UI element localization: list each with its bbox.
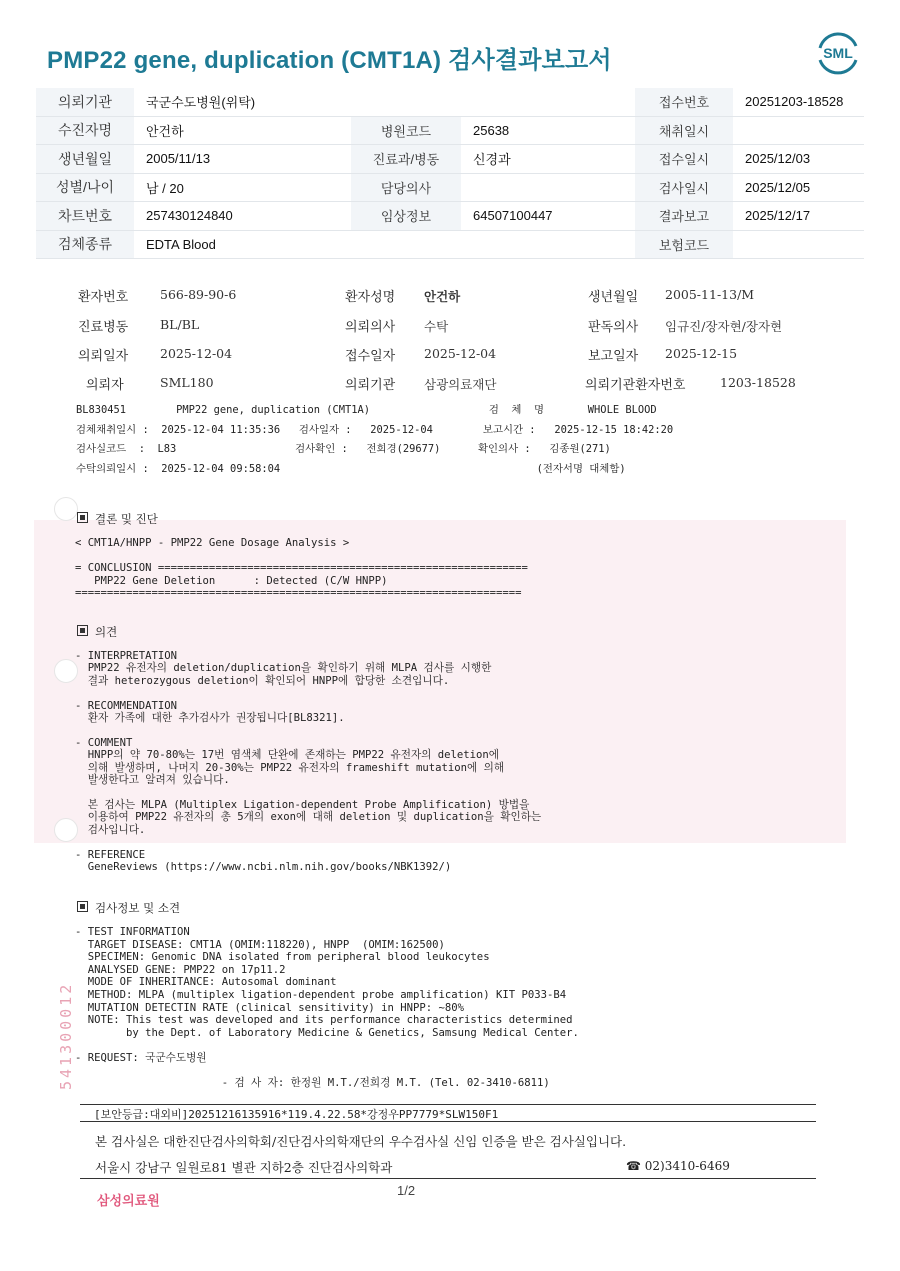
header-row — [36, 230, 864, 259]
patient-label: 의뢰기관 — [345, 378, 396, 393]
lab-address: 서울시 강남구 일원로81 별관 지하2층 진단검사의학과 — [95, 1160, 393, 1175]
reading-doctors: 임규진/장자현/장자현 — [665, 319, 783, 334]
section-opinion: 의견 — [77, 624, 117, 640]
patient-number: 566-89-90-6 — [160, 287, 237, 302]
vertical-serial-number: 541300012 — [57, 981, 75, 1090]
certification-text: 본 검사실은 대한진단검사의학회/진단검사의학재단의 우수검사실 신임 인증을 받은 검사실입니다. — [95, 1134, 627, 1149]
header-label: 검체종류 — [36, 230, 134, 259]
patient-label: 의뢰자 — [86, 378, 124, 393]
logo-text: SML — [823, 45, 853, 61]
patient-label: 접수일자 — [345, 349, 396, 364]
header-value: 국군수도병원(위탁) — [134, 88, 351, 116]
footer-divider — [80, 1178, 816, 1179]
header-value: 2025/12/03 — [733, 145, 864, 174]
header-value — [461, 230, 635, 259]
header-label: 결과보고 — [635, 202, 733, 231]
header-value: 안건하 — [134, 116, 351, 145]
report-date: 2025-12-15 — [665, 346, 738, 361]
conclusion-block: < CMT1A/HNPP - PMP22 Gene Dosage Analysis > = CONCLUSION ========================================================== PMP22 Gene Deletion : Detected (C/W HNPP) ====================================================================== — [75, 537, 528, 600]
test-info-block: - TEST INFORMATION TARGET DISEASE: CMT1A (OMIM:118220), HNPP (OMIM:162500) SPECIMEN: Genomic DNA isolated from peripheral blood leukocytes ANALYSED GENE: PMP22 on 17p11.2 MODE OF INHERITANCE: Autosomal dominant METHOD: MLPA (multiplex ligation-dependent probe amplification) KIT P033-B4 MUTATION DETECTIN RATE (clinical sensitivity) in HNPP: ~80% NOTE: This test was developed and its performance characteristics determined by the Dept. of Laboratory Medicine & Genetics, Samsung Medical Center. - REQUEST: 국군수도병원 - 검 사 자: 한정원 M.T./전희경 M.T. (Tel. 02-3410-6811) — [75, 926, 579, 1090]
referring-doctor: 수탁 — [424, 319, 449, 334]
header-label: 성별/나이 — [36, 173, 134, 202]
header-row — [36, 202, 864, 231]
footer-divider — [80, 1104, 816, 1105]
header-value: 2005/11/13 — [134, 145, 351, 174]
patient-label: 보고일자 — [588, 349, 639, 364]
header-value: 남 / 20 — [134, 173, 351, 202]
sml-logo — [814, 30, 862, 76]
section-test-info: 검사정보 및 소견 — [77, 900, 180, 916]
opinion-block: - INTERPRETATION PMP22 유전자의 deletion/duplication을 확인하기 위해 MLPA 검사를 시행한 결과 heterozygous deletion이 확인되어 HNPP에 합당한 소견입니다. - RECOMMENDATION 환자 가족에 대한 추가검사가 권장됩니다[BL8321]. - COMMENT HNPP의 약 70-80%는 17번 염색체 단완에 존재하는 PMP22 유전자의 deletion에 의해 발생하며, 나머지 20-30%는 PMP22 유전자의 frameshift mutation에 의해 발생한다고 알려져 있습니다. 본 검사는 MLPA (Multiplex Ligation-dependent Probe Amplification) 방법을 이용하여 PMP22 유전자의 총 5개의 exon에 대해 deletion 및 duplication을 확인하는 검사입니다. - REFERENCE GeneReviews (https://www.ncbi.nlm.nih.gov/books/NBK1392/) — [75, 650, 542, 873]
patient-label: 의뢰일자 — [78, 349, 129, 364]
header-row — [36, 145, 864, 174]
request-date: 2025-12-04 — [160, 346, 233, 361]
page-number: 1/2 — [397, 1183, 416, 1198]
header-value: EDTA Blood — [134, 230, 351, 259]
report-title: PMP22 gene, duplication (CMT1A) 검사결과보고서 — [47, 47, 612, 74]
header-label: 병원코드 — [351, 116, 461, 145]
header-value — [733, 230, 864, 259]
header-label: 담당의사 — [351, 173, 461, 202]
header-row — [36, 173, 864, 202]
section-bullet-icon — [77, 625, 88, 636]
header-label: 채취일시 — [635, 116, 733, 145]
header-label: 생년월일 — [36, 145, 134, 174]
patient-label: 환자번호 — [78, 290, 129, 305]
header-value: 2025/12/05 — [733, 173, 864, 202]
header-label: 임상정보 — [351, 202, 461, 231]
header-label: 의뢰기관 — [36, 88, 134, 116]
header-label: 보험코드 — [635, 230, 733, 259]
section-bullet-icon — [77, 512, 88, 523]
patient-dob: 2005-11-13/M — [665, 287, 755, 302]
patient-label: 진료병동 — [78, 320, 129, 335]
test-detail-block: BL830451 PMP22 gene, duplication (CMT1A) 검 체 명 WHOLE BLOOD 검체채취일시 : 2025-12-04 11:35:36 검사일자 : 2025-12-04 보고시간 : 2025-12-15 18:42:20 검사실코드 : L83 검사확인 : 전희경(29677) 확인의사 : 김종원(271) 수탁의뢰일시 : 2025-12-04 09:58:04 (전자서명 대체함) — [76, 404, 674, 475]
receipt-date: 2025-12-04 — [424, 346, 497, 361]
header-value — [461, 173, 635, 202]
header-value — [461, 88, 635, 116]
security-line: [보안등급:대외비]20251216135916*119.4.22.58*강정우PP7779*SLW150F1 — [94, 1108, 499, 1121]
institution-patient-number: 1203-18528 — [720, 375, 796, 390]
patient-label: 의뢰기관환자번호 — [585, 378, 686, 393]
section-bullet-icon — [77, 901, 88, 912]
header-value: 25638 — [461, 116, 635, 145]
requesting-institution: 삼광의료재단 — [424, 377, 497, 392]
requester: SML180 — [160, 375, 214, 390]
header-value: 64507100447 — [461, 202, 635, 231]
patient-label: 판독의사 — [588, 320, 639, 335]
header-row — [36, 88, 864, 116]
footer-divider — [80, 1121, 816, 1122]
header-label: 검사일시 — [635, 173, 733, 202]
lab-phone: ☎ 02)3410-6469 — [626, 1159, 730, 1173]
header-label — [351, 230, 461, 259]
samsung-brand-logo: 삼성의료원 — [97, 1193, 160, 1208]
header-value: 257430124840 — [134, 202, 351, 231]
punch-hole — [54, 497, 78, 521]
header-value: 20251203-18528 — [733, 88, 864, 116]
header-value: 신경과 — [461, 145, 635, 174]
header-label: 수진자명 — [36, 116, 134, 145]
header-label: 접수일시 — [635, 145, 733, 174]
patient-label: 생년월일 — [588, 290, 639, 305]
section-conclusion: 결론 및 진단 — [77, 511, 158, 527]
header-value: 2025/12/17 — [733, 202, 864, 231]
header-row — [36, 116, 864, 145]
header-label: 접수번호 — [635, 88, 733, 116]
header-value — [733, 116, 864, 145]
header-label: 진료과/병동 — [351, 145, 461, 174]
header-info-table — [36, 88, 864, 259]
header-label: 차트번호 — [36, 202, 134, 231]
patient-label: 의뢰의사 — [345, 320, 396, 335]
header-label — [351, 88, 461, 116]
ward: BL/BL — [160, 317, 200, 332]
patient-name: 안건하 — [424, 289, 461, 304]
patient-label: 환자성명 — [345, 290, 396, 305]
